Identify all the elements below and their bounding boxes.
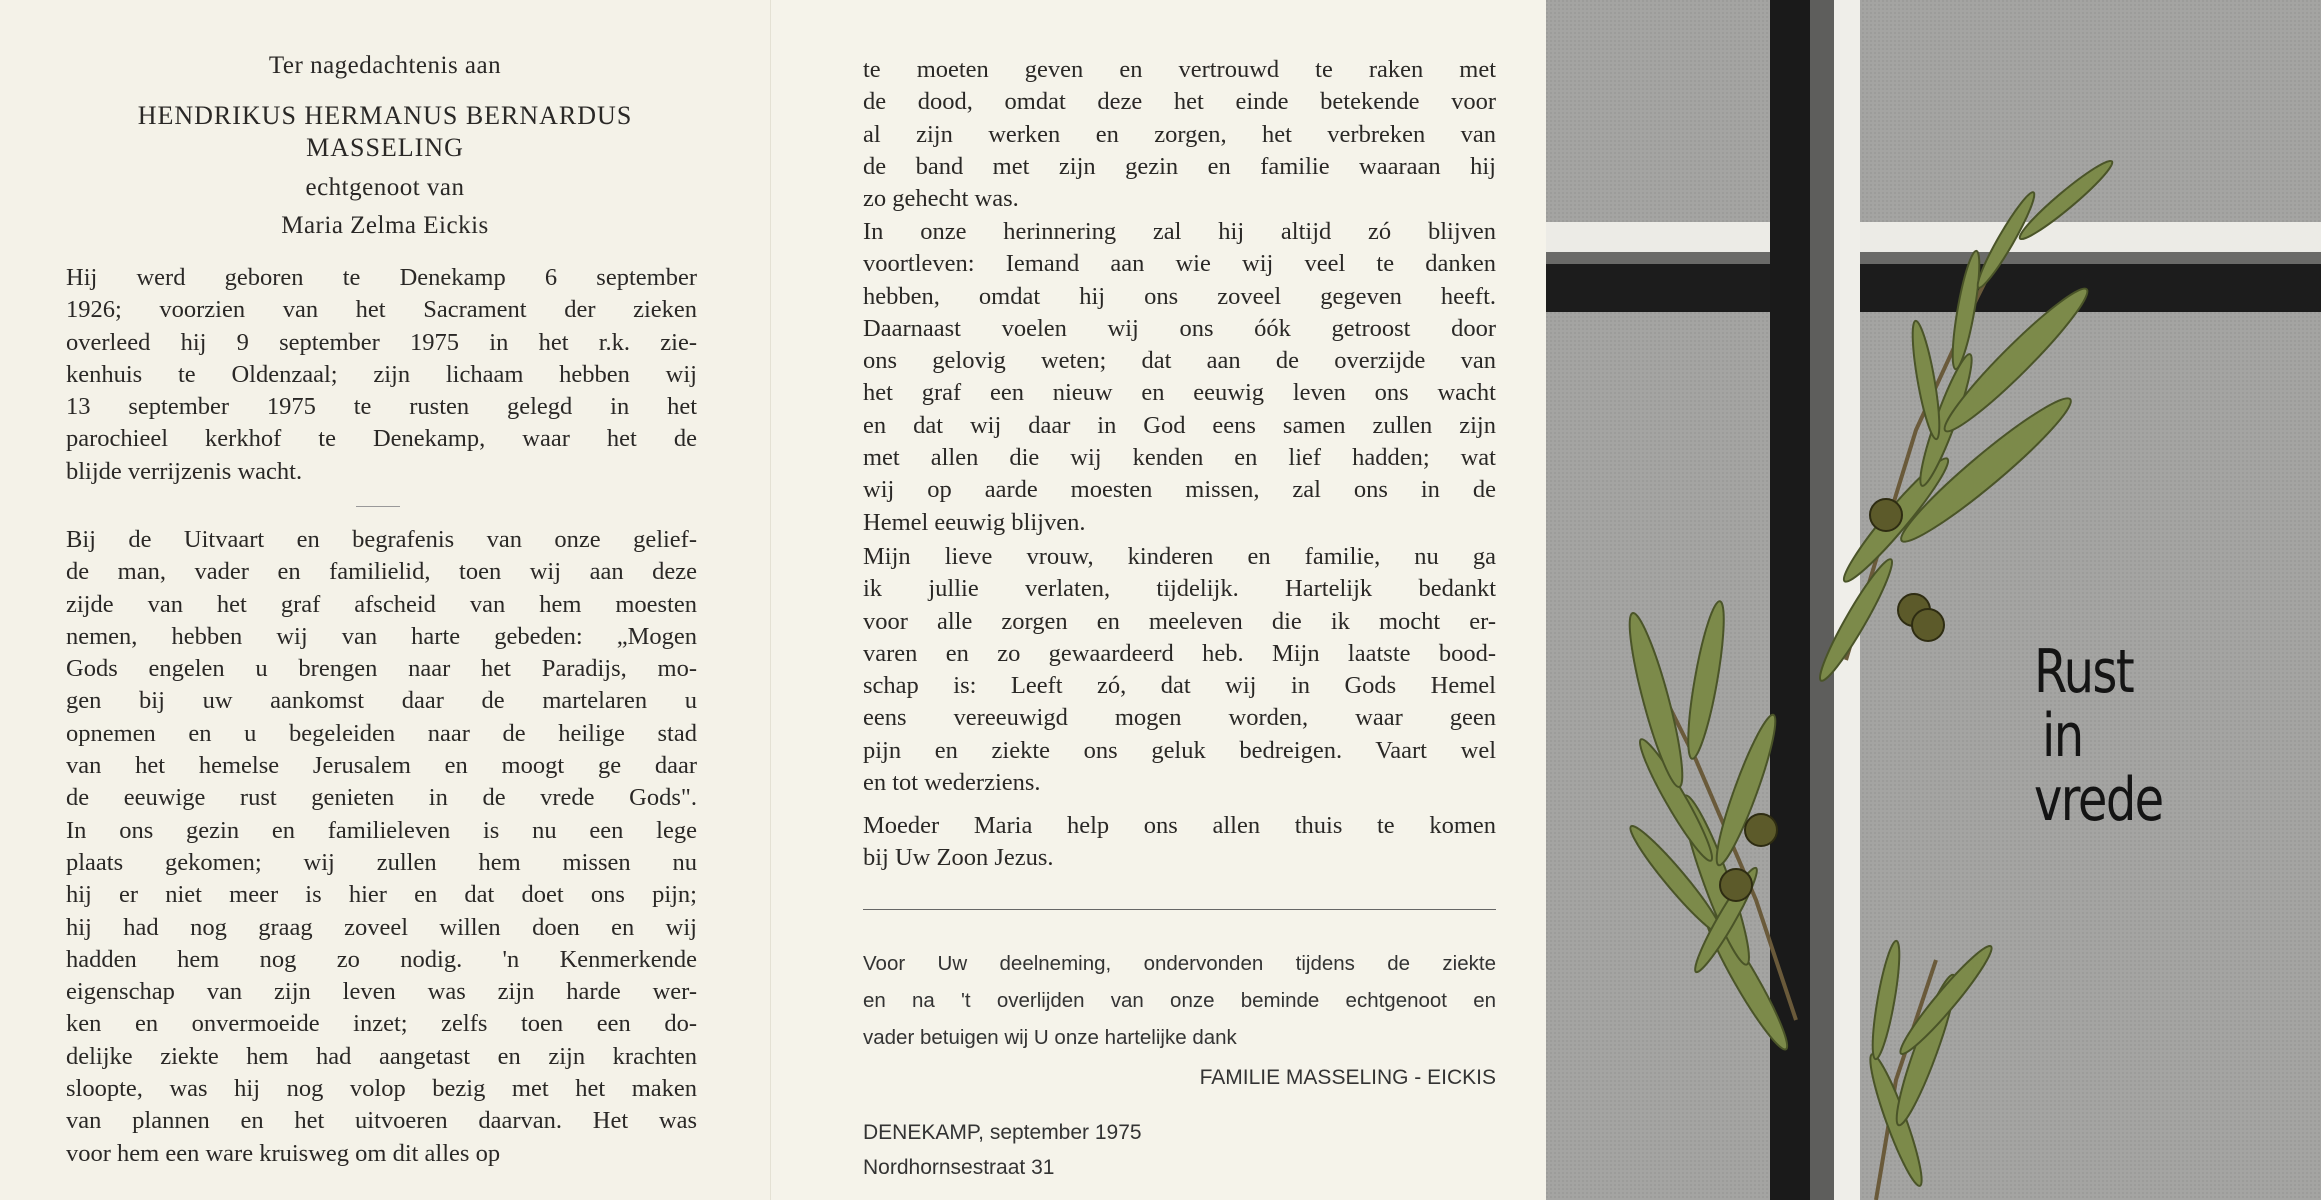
text-line: en na 't overlijden van onze beminde echtgenoot en xyxy=(863,989,1496,1012)
text-line: zijde van het graf afscheid van hem moesten xyxy=(66,590,697,618)
text-line: hadden hem nog zo nodig. 'n Kenmerkende xyxy=(66,945,697,973)
middle-card-panel xyxy=(770,0,1547,1200)
spouse-name: Maria Zelma Eickis xyxy=(281,212,489,239)
text-line: voor hem een ware kruisweg om dit alles op xyxy=(66,1139,501,1167)
text-line: de eeuwige rust genieten in de vrede Gods". xyxy=(66,784,697,812)
text-line: schap is: Leeft zó, dat wij in Gods Hemel xyxy=(863,672,1496,700)
text-line: ons gelovig weten; dat aan de overzijde van xyxy=(863,347,1496,375)
family-signature: FAMILIE MASSELING - EICKIS xyxy=(1199,1066,1496,1089)
caption-line2: in xyxy=(2042,701,2083,771)
text-line: Daarnaast voelen wij ons óók getroost door xyxy=(863,314,1496,342)
text-line: en dat wij daar in God eens samen zullen zijn xyxy=(863,411,1496,439)
text-line: gen bij uw aankomst daar de martelaren u xyxy=(66,687,697,715)
text-line: Bij de Uitvaart en begrafenis van onze gelief- xyxy=(66,526,697,553)
text-line: van plannen en het uitvoeren daarvan. Het was xyxy=(66,1107,697,1135)
text-line: bij Uw Zoon Jezus. xyxy=(863,844,1054,872)
text-line: met allen die wij kenden en lief hadden; wat xyxy=(863,444,1496,472)
text-line: eens vereeuwigd mogen worden, waar geen xyxy=(863,704,1496,732)
heading: Ter nagedachtenis aan xyxy=(268,52,502,79)
cross-and-olive-branch-illustration xyxy=(1546,0,2321,1200)
olive-fruit xyxy=(1720,869,1752,901)
text-line: wij op aarde moesten missen, zal ons in de xyxy=(863,476,1496,504)
text-line: voor alle zorgen en meeleven die ik mocht er- xyxy=(863,607,1496,635)
text-line: hij er niet meer is hier en dat doet ons pijn; xyxy=(66,881,697,909)
cross-horizontal-bar xyxy=(1546,262,2321,312)
text-line: parochieel kerkhof te Denekamp, waar het de xyxy=(66,425,697,453)
text-line: pijn en ziekte ons geluk bedreigen. Vaart wel xyxy=(863,736,1496,764)
deceased-name-line1: HENDRIKUS HERMANUS BERNARDUS xyxy=(137,101,633,130)
divider-line xyxy=(863,909,1496,910)
memory-paragraph xyxy=(863,216,1496,539)
text-line: 1926; voorzien van het Sacrament der zieken xyxy=(66,296,697,324)
place-date: DENEKAMP, september 1975 xyxy=(863,1121,1142,1144)
text-line: sloopte, was hij nog volop bezig met het maken xyxy=(66,1075,697,1103)
text-line: Hemel eeuwig blijven. xyxy=(863,508,1086,536)
funeral-paragraph xyxy=(66,524,697,1170)
text-line: 13 september 1975 te rusten gelegd in het xyxy=(66,393,697,421)
text-line: nemen, hebben wij van harte gebeden: „Mogen xyxy=(66,622,697,650)
caption-line1: Rust xyxy=(2034,637,2134,707)
continuation-paragraph xyxy=(863,54,1496,215)
text-line: kenhuis te Oldenzaal; zijn lichaam hebben wij xyxy=(66,360,697,388)
text-line: te moeten geven en vertrouwd te raken met xyxy=(863,56,1496,83)
text-line: In ons gezin en familieleven is nu een lege xyxy=(66,816,697,844)
text-line: van het hemelse Jerusalem en moogt ge daar xyxy=(66,752,697,780)
text-line: opnemen en u begeleiden naar de heilige stad xyxy=(66,719,697,747)
text-line: In onze herinnering zal hij altijd zó blijven xyxy=(863,218,1496,245)
text-line: ken en onvermoeide inzet; zelfs toen een do- xyxy=(66,1010,697,1038)
text-line: hebben, omdat hij ons zoveel gegeven heeft. xyxy=(863,282,1496,310)
text-line: de band met zijn gezin en familie waaraan hij xyxy=(863,152,1496,180)
text-line: eigenschap van zijn leven was zijn harde wer- xyxy=(66,978,697,1006)
deceased-name-line2: MASSELING xyxy=(306,133,464,162)
text-line: voortleven: Iemand aan wie wij veel te danken xyxy=(863,250,1496,278)
text-line: blijde verrijzenis wacht. xyxy=(66,457,303,485)
left-card-panel xyxy=(0,0,770,1200)
spouse-label: echtgenoot van xyxy=(305,174,465,201)
text-line: vader betuigen wij U onze hartelijke dank xyxy=(863,1026,1237,1049)
olive-fruit xyxy=(1745,814,1777,846)
text-line: zo gehecht was. xyxy=(863,185,1019,213)
text-line: de man, vader en familielid, toen wij aan deze xyxy=(66,558,697,586)
text-line: hij had nog graag zoveel willen doen en wij xyxy=(66,913,697,941)
olive-fruit xyxy=(1912,609,1944,641)
cover-illustration-panel xyxy=(1546,0,2321,1200)
text-line: het graf een nieuw en eeuwig leven ons wacht xyxy=(863,379,1496,407)
olive-fruit xyxy=(1870,499,1902,531)
cross-horizontal-highlight xyxy=(1546,222,2321,252)
text-line: Hij werd geboren te Denekamp 6 september xyxy=(66,264,697,291)
short-divider xyxy=(356,506,400,507)
text-line: al zijn werken en zorgen, het verbreken van xyxy=(863,120,1496,148)
text-line: plaats gekomen; wij zullen hem missen nu xyxy=(66,848,697,876)
text-line: ik jullie verlaten, tijdelijk. Hartelijk bedankt xyxy=(863,575,1496,603)
text-line: en tot wederziens. xyxy=(863,769,1041,797)
biography-paragraph xyxy=(66,262,697,488)
text-line: overleed hij 9 september 1975 in het r.k. zie- xyxy=(66,328,697,356)
text-line: Mijn lieve vrouw, kinderen en familie, nu ga xyxy=(863,543,1496,570)
caption-line3: vrede xyxy=(2034,765,2163,835)
text-line: Voor Uw deelneming, ondervonden tijdens de ziekte xyxy=(863,952,1496,975)
text-line: de dood, omdat deze het einde betekende voor xyxy=(863,88,1496,116)
text-line: varen en zo gewaardeerd heb. Mijn laatste bood- xyxy=(863,639,1496,667)
text-line: Moeder Maria help ons allen thuis te komen xyxy=(863,812,1496,839)
farewell-paragraph xyxy=(863,541,1496,799)
rust-in-vrede-caption xyxy=(2034,637,2163,835)
text-line: delijke ziekte hem had aangetast en zijn krachten xyxy=(66,1042,697,1070)
thanks-paragraph xyxy=(863,945,1496,1056)
address: Nordhornsestraat 31 xyxy=(863,1156,1055,1179)
text-line: Gods engelen u brengen naar het Paradijs, mo- xyxy=(66,655,697,683)
prayer-paragraph xyxy=(863,810,1496,875)
